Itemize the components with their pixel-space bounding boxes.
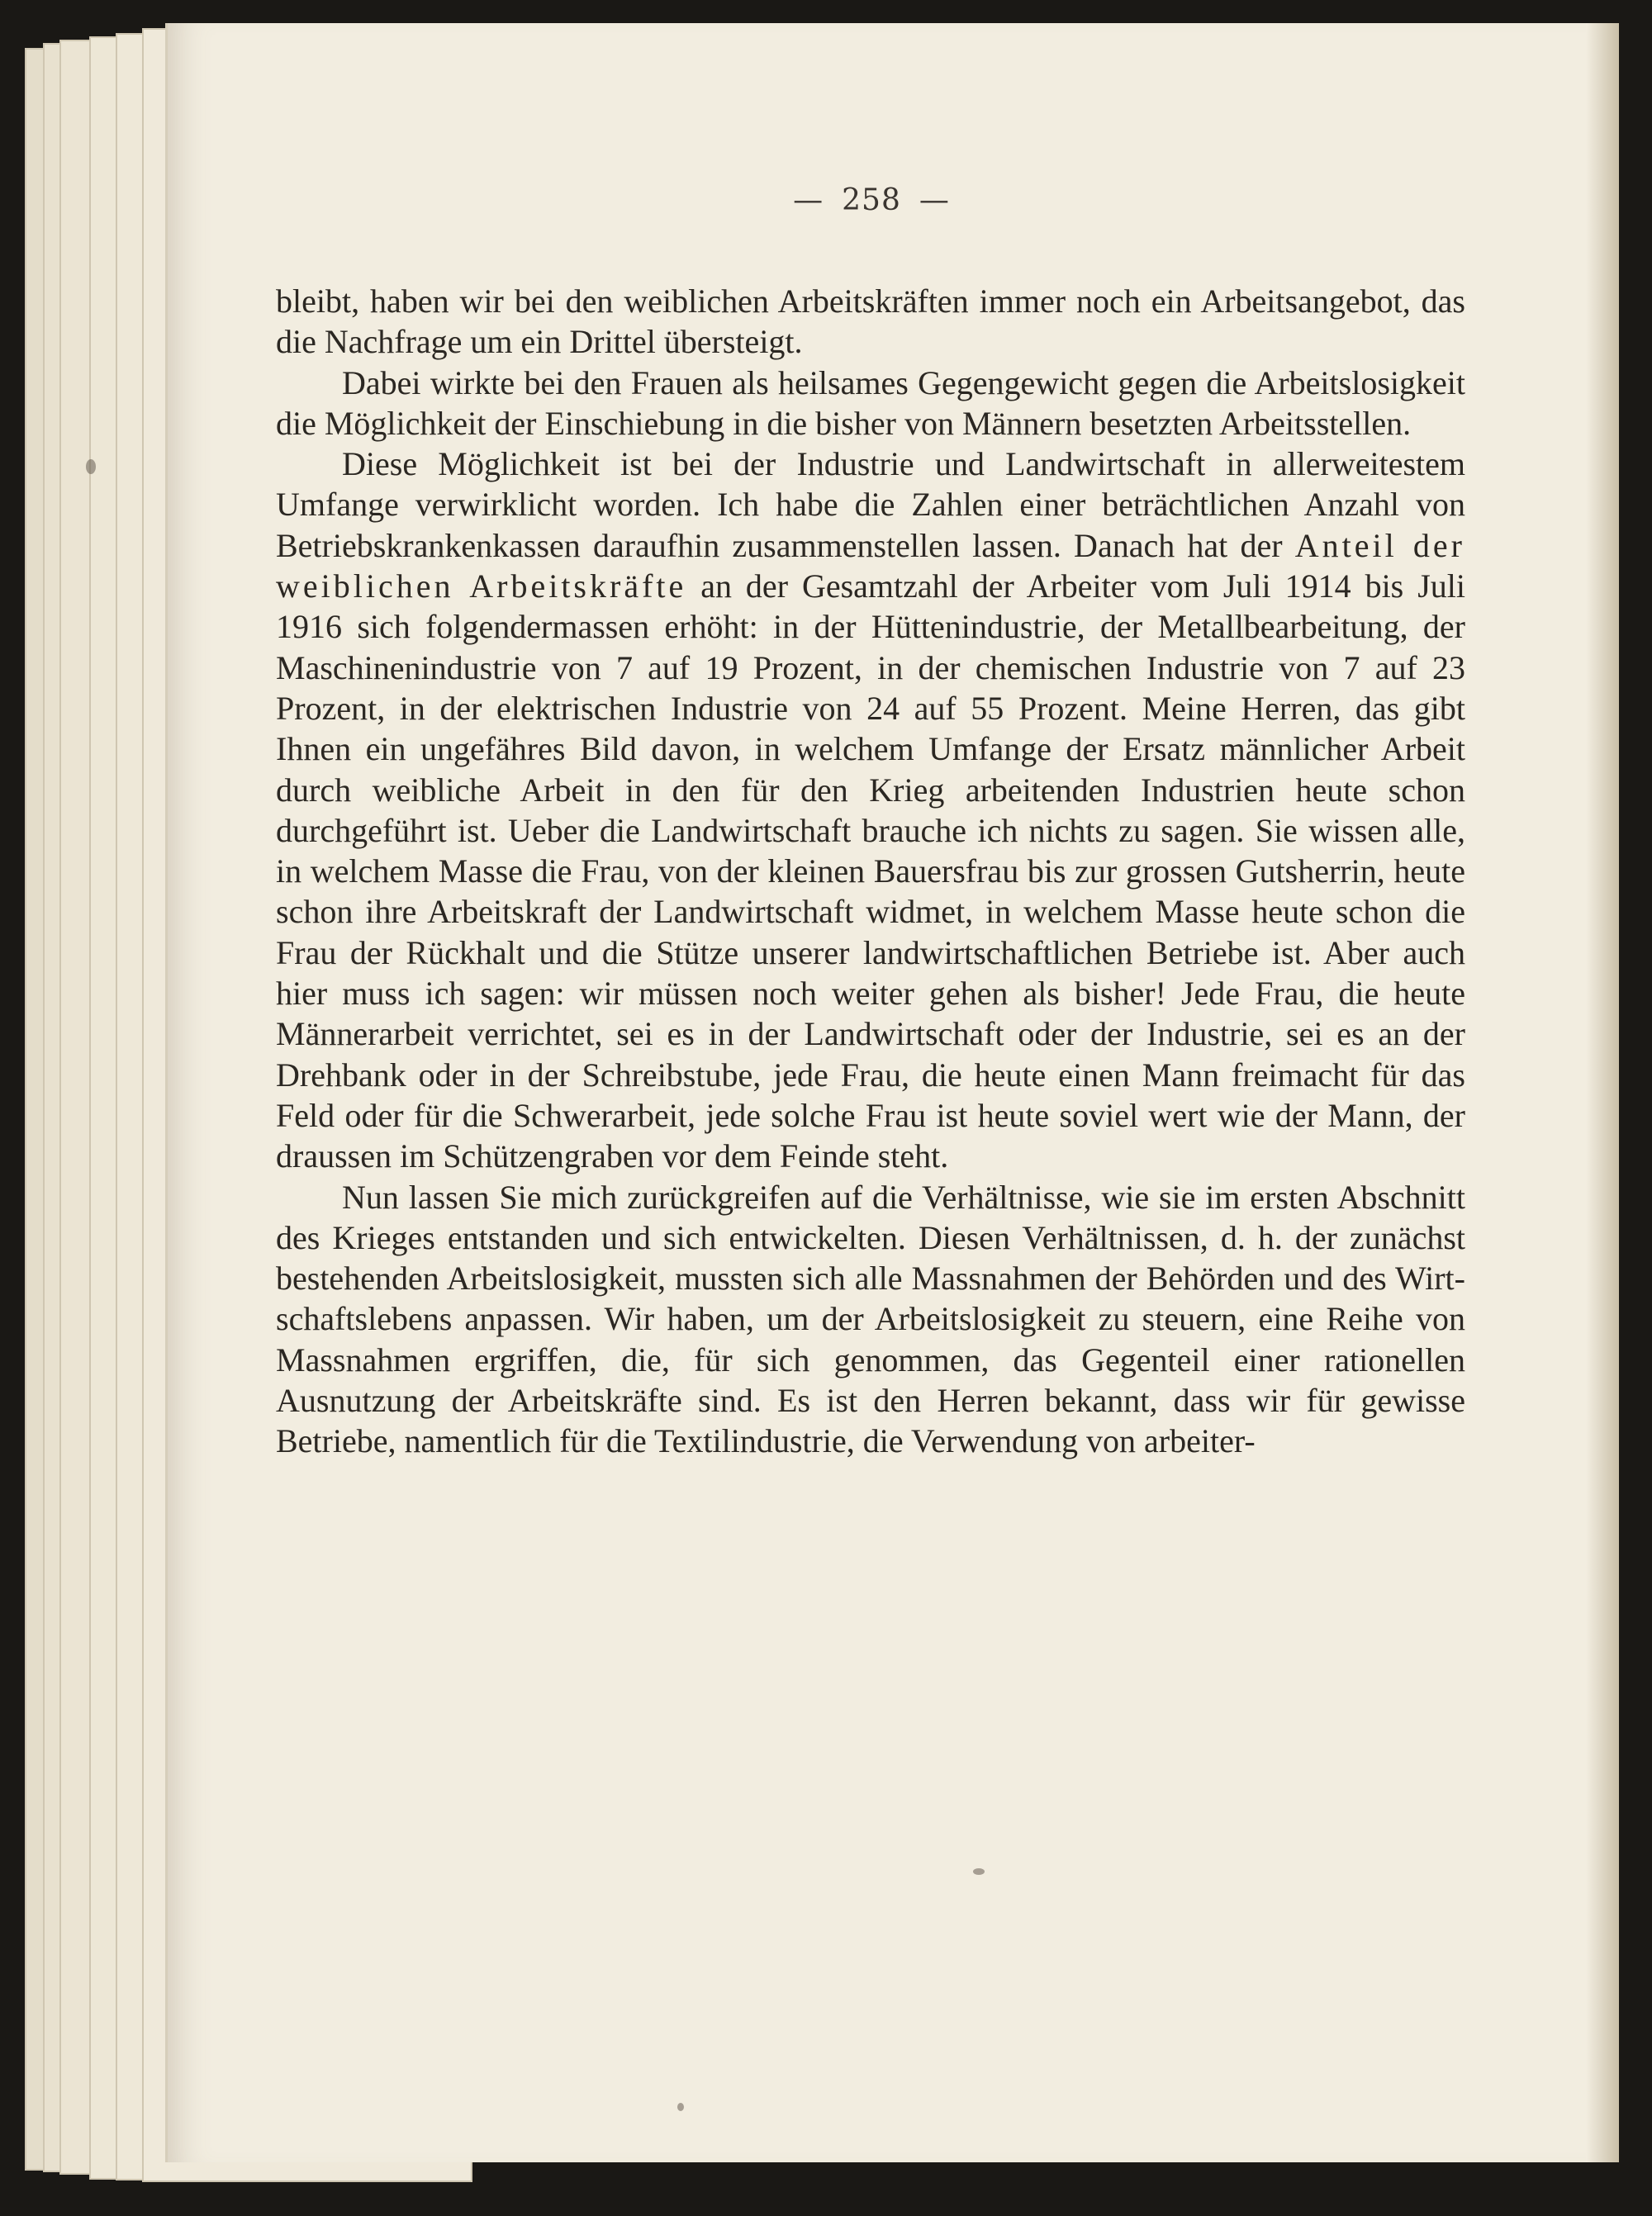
page-number-dash-right: —	[919, 183, 950, 217]
paragraph-1: bleibt, haben wir bei den weiblichen Arbeitskräften immer noch ein Arbeitsangebot, das die Nachfrage um ein Drittel übersteigt.	[276, 282, 1465, 361]
page-number-dash-left: —	[793, 183, 824, 217]
ink-spot	[677, 2103, 684, 2111]
body-text	[276, 281, 1465, 1462]
paragraph-3-after: an der Gesamtzahl der Arbeiter vom Juli 1914 bis Juli 1916 sich folgendermassen erhöht: in der Hüttenindustrie, der Metallbearbeitung, der Maschinenindustrie von 7 auf 19 Prozent, in der chemischen Industrie von 7 auf 23 Prozent, in der elektrischen Industrie von 24 auf 55 Prozent. Meine Herren, das gibt Ihnen ein ungefähres Bild davon, in welchem Umfange der Ersatz männlicher Arbeit durch weibliche Arbeit in den für den Krieg arbeitenden Industrien heute schon durchgeführt ist. Ueber die Landwirtschaft brauche ich nichts zu sagen. Sie wissen alle, in welchem Masse die Frau, von der kleinen Bauersfrau bis zur grossen Gutsherrin, heute schon ihre Arbeitskraft der Landwirtschaft widmet, in welchem Masse heute schon die Frau der Rückhalt und die Stütze unserer landwirtschaftlichen Betriebe ist. Aber auch hier muss ich sagen: wir müssen noch weiter gehen als bisher! Jede Frau, die heute Männerarbeit verrichtet, sei es in der Landwirtschaft oder der Industrie, sei es an der Drehbank oder in der Schreibstube, jede Frau, die heute einen Mann freimacht für das Feld oder für die Schwerarbeit, jede solche Frau ist heute soviel wert wie der Mann, der draussen im Schützengraben vor dem Feinde steht.	[276, 567, 1465, 1175]
paragraph-4: Nun lassen Sie mich zurückgreifen auf die Verhältnisse, wie sie im ersten Abschnitt des Krieges entstanden und sich entwickelten. Diesen Verhältnissen, d. h. der zunächst bestehenden Arbeitslosigkeit, mussten sich alle Massnahmen der Behörden und des Wirtschaftslebens anpassen. Wir haben, um der Arbeitslosigkeit zu steuern, eine Reihe von Massnahmen ergriffen, die, für sich genommen, das Gegenteil einer rationellen Ausnutzung der Arbeitskräfte sind. Es ist den Herren bekannt, dass wir für gewisse Betriebe, namentlich für die Textilindustrie, die Verwendung von arbeiter-	[276, 1178, 1465, 1460]
ink-spot	[973, 1868, 985, 1875]
paragraph-2: Dabei wirkte bei den Frauen als heilsames Gegengewicht gegen die Arbeitslosigkeit die Möglichkeit der Einschiebung in die bisher von Männern besetzten Arbeitsstellen.	[276, 363, 1465, 442]
paragraph-3-emphasis: Anteil der weiblichen Arbeitskräfte	[276, 526, 1466, 605]
paragraph-3	[276, 444, 1465, 1176]
page-number-value: 258	[842, 183, 901, 217]
page-gutter-shadow	[1586, 23, 1619, 2162]
paragraph-3-before: Diese Möglichkeit ist bei der Industrie und Landwirtschaft in allerweitestem Umfange verwirklicht worden. Ich habe die Zahlen einer beträchtlichen Anzahl von Betriebskrankenkassen daraufhin zusammenstellen lassen. Danach hat der	[276, 445, 1465, 564]
page-number	[677, 183, 1066, 217]
ink-spot	[86, 459, 96, 474]
